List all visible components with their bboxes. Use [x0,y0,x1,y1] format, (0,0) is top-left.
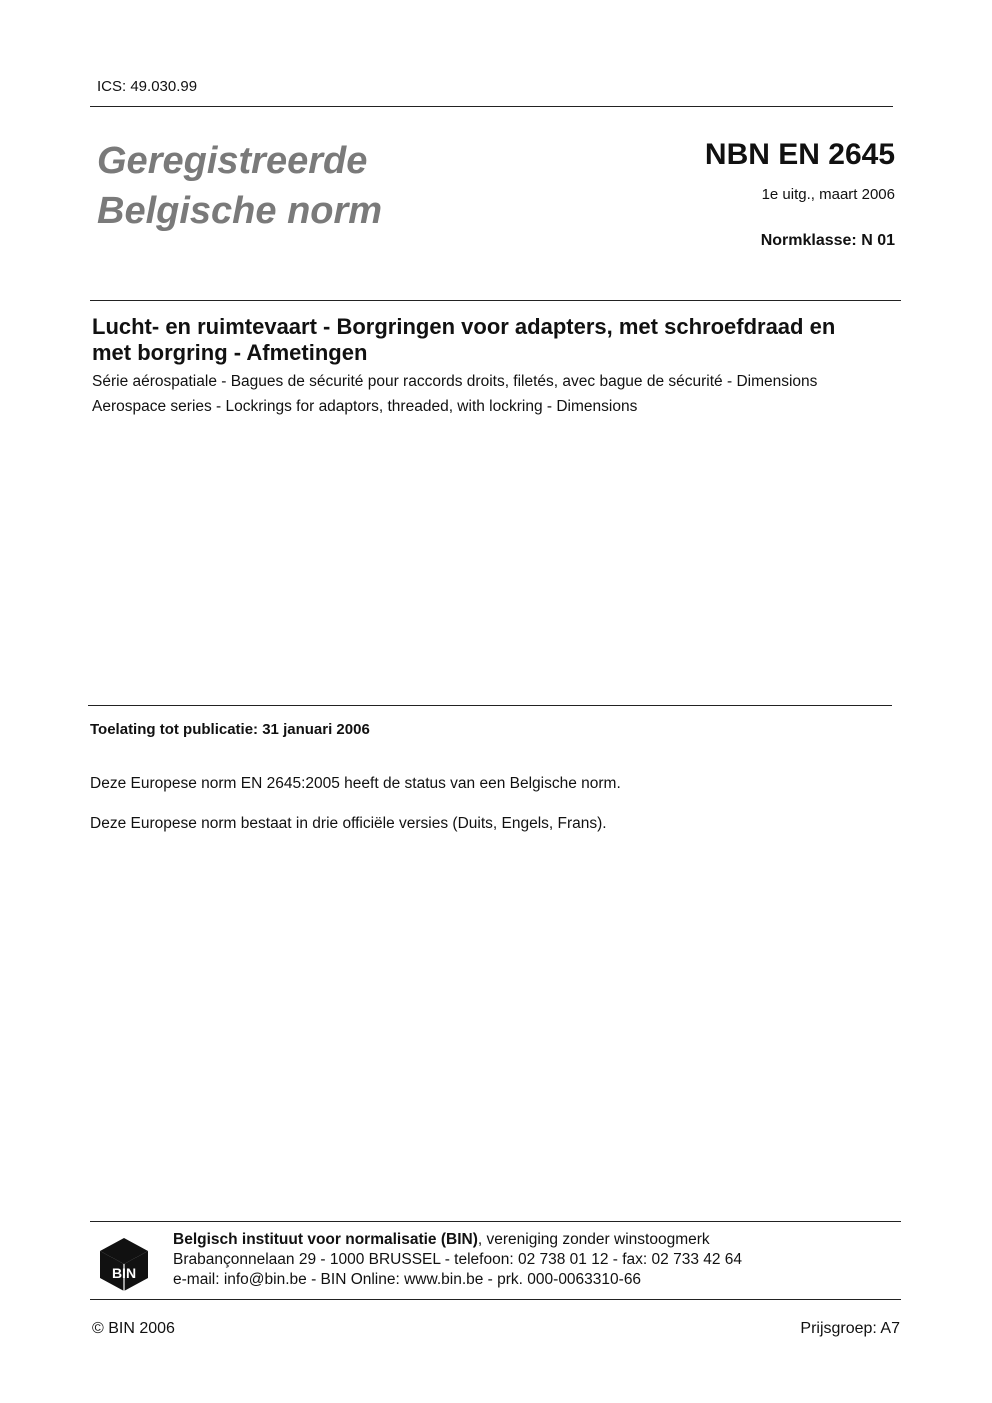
dutch-title-line-2: met borgring - Afmetingen [92,340,368,365]
document-title-dutch [92,314,902,366]
institute-name: Belgisch instituut voor normalisatie (BIN) [173,1231,478,1248]
bin-logo [98,1236,150,1292]
institute-address: Brabançonnelaan 29 - 1000 BRUSSEL - telefoon: 02 738 01 12 - fax: 02 733 42 64 [173,1251,743,1268]
dutch-title-line-1: Lucht- en ruimtevaart - Borgringen voor adapters, met schroefdraad en [92,314,836,339]
status-statement: Deze Europese norm EN 2645:2005 heeft de status van een Belgische norm. [90,775,621,792]
document-title-english: Aerospace series - Lockrings for adaptors, threaded, with lockring - Dimensions [92,398,638,415]
bottom-rule [90,1299,901,1300]
institute-type: , vereniging zonder winstoogmerk [477,1231,710,1248]
registered-heading-line-1: Geregistreerde [97,140,368,182]
registered-standard-heading [97,136,382,236]
copyright: © BIN 2006 [92,1320,175,1337]
edition-date: 1e uitg., maart 2006 [761,186,895,203]
price-group: Prijsgroep: A7 [800,1320,900,1337]
institute-info [173,1230,742,1290]
institute-contact: e-mail: info@bin.be - BIN Online: www.bin.be - prk. 000-0063310-66 [173,1271,642,1288]
logo-lettering: BIN [111,1265,137,1281]
versions-statement: Deze Europese norm bestaat in drie officiële versies (Duits, Engels, Frans). [90,815,607,832]
registered-heading-line-2: Belgische norm [97,190,383,232]
norm-class: Normklasse: N 01 [760,232,895,249]
title-rule [90,300,901,301]
approval-rule [88,705,892,706]
ics-code: ICS: 49.030.99 [97,78,198,95]
footer-rule [90,1221,901,1222]
document-title-french: Série aérospatiale - Bagues de sécurité pour raccords droits, filetés, avec bague de sécurité - Dimensions [92,373,818,390]
header-rule [90,106,893,107]
publication-approval: Toelating tot publicatie: 31 januari 2006 [90,721,370,738]
institute-name-line [173,1230,742,1250]
standard-number: NBN EN 2645 [704,138,895,171]
